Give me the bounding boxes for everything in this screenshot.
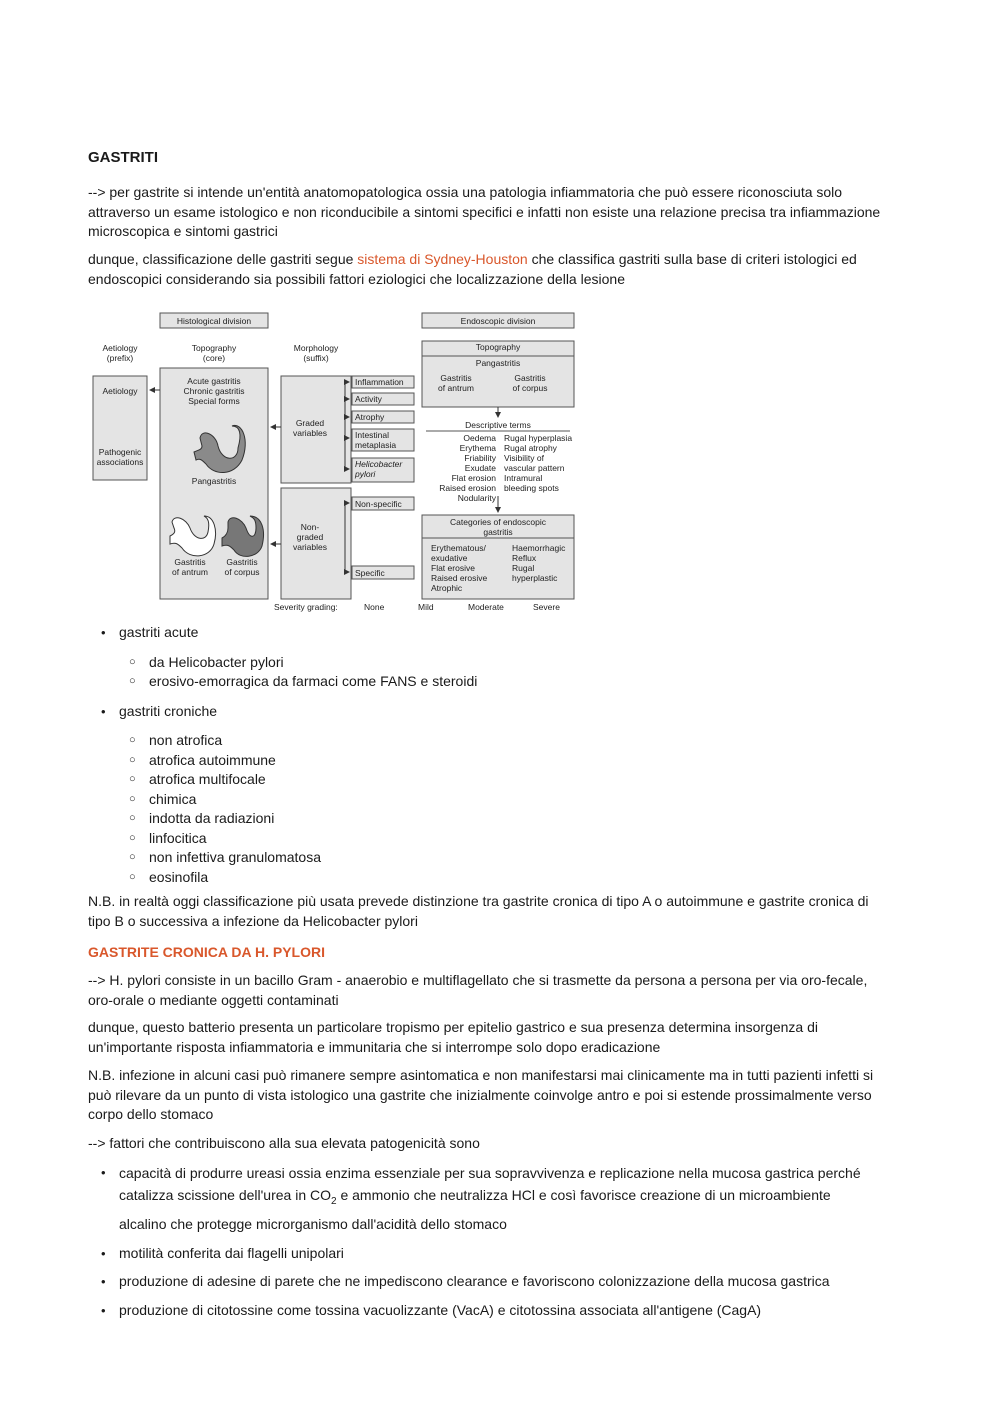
acute-sublist [88,653,878,692]
list-item [88,623,878,692]
list-item: ○ atrofica multifocale [88,770,878,790]
endo-pangastritis-label: Pangastritis [475,358,521,368]
antrum-label-1: Gastritis [174,557,206,567]
endo-antrum-2: of antrum [438,383,474,393]
list-item [88,1162,878,1235]
aetiology-prefix-2: (prefix) [106,353,134,363]
severity-none: None [364,602,385,612]
category-right-3: Rugal [512,563,535,573]
list-item: ○ atrofica autoimmune [88,751,878,771]
list-item: ○ linfocitica [88,829,878,849]
morphology-suffix-2: (suffix) [303,353,329,363]
intro-p2-text-a: dunque, classificazione delle gastriti segue [88,251,358,267]
intro-p2-text-b: che classifica gastriti sulla base di criteri istologici ed endoscopici considerando sia possibili fattori eziologici che localizzazione della lesione [88,251,857,287]
hpylori-paragraph-2: dunque, questo batterio presenta un particolare tropismo per epitelio gastrico e sua presenza determina insorgenza di un'importante risposta infiammatoria e immunitaria che si interrompe solo dopo eradicazione [88,1019,818,1055]
helicobacter-1: Helicobacter [355,459,403,469]
pangastritis-label: Pangastritis [191,476,237,486]
list-item: ○ non atrofica [88,731,878,751]
graded-item-inflammation: Inflammation [355,377,404,387]
list-item: ○ eosinofila [88,868,878,888]
endo-antrum-1: Gastritis [440,373,472,383]
categories-label-1: Categories of endoscopic [450,517,546,527]
nongraded-label-3: variables [292,542,328,552]
aetiology-prefix-1: Aetiology [102,343,138,353]
desc-right-1: Rugal hyperplasia [504,433,573,443]
severity-mild: Mild [418,602,434,612]
list-item: • produzione di citotossine come tossina vacuolizzante (VacA) e citotossina associata all'antigene (CagA) [88,1301,878,1321]
histological-division-label: Histological division [176,316,252,326]
list-item: ○ chimica [88,790,878,810]
category-left-4: Raised erosive [431,573,488,583]
nb-paragraph-1: N.B. in realtà oggi classificazione più usata prevede distinzione tra gastrite cronica di tipo A o autoimmune e gastrite cronica di tipo B o successiva a infezione da Helicobacter pylori [88,893,869,929]
list-item: ○ indotta da radiazioni [88,809,878,829]
desc-right-6: bleeding spots [504,483,559,493]
topography-core-2: (core) [202,353,226,363]
desc-right-5: Intramural [504,473,543,483]
category-left-3: Flat erosive [431,563,475,573]
graded-label-1: Graded [295,418,325,428]
section-title-hpylori: GASTRITE CRONICA DA H. PYLORI [88,944,325,960]
category-right-1: Haemorrhagic [512,543,566,553]
aetiology-label: Aetiology [102,386,138,396]
morphology-suffix-1: Morphology [293,343,339,353]
severity-moderate: Moderate [468,602,504,612]
factor-text-a: capacità di produrre ureasi ossia enzima essenziale per sua sopravvivenza e replicazione nella mucosa gastrica perché catalizza scissione dell'urea in CO [119,1165,861,1203]
core-form-2: Chronic gastritis [183,386,245,396]
corpus-label-1: Gastritis [226,557,258,567]
endo-corpus-2: of corpus [512,383,548,393]
gastritis-types-list [88,623,878,887]
endo-corpus-1: Gastritis [514,373,546,383]
hpylori-paragraph-4: --> fattori che contribuiscono alla sua elevata patogenicità sono [88,1135,480,1151]
antrum-label-2: of antrum [172,567,208,577]
list-item: ○ non infettiva granulomatosa [88,848,878,868]
desc-left-5: Flat erosion [451,473,496,483]
specific-label: Specific [355,568,385,578]
hpylori-paragraph-1: --> H. pylori consiste in un bacillo Gram - anaerobio e multiflagellato che si trasmette da persona a persona per via oro-fecale, oro-orale o mediante oggetti contaminati [88,972,868,1008]
desc-left-3: Friability [464,453,496,463]
category-left-5: Atrophic [431,583,463,593]
category-left-1: Erythematous/ [431,543,486,553]
hpylori-paragraph-3: N.B. infezione in alcuni casi può rimanere sempre asintomatica e non manifestarsi mai clinicamente ma in tutti pazienti infetti si può rilevare da un punto di vista istologico una gastrite che inizialmente coinvolge antro e poi si estende prossimalmente verso corpo dello stomaco [88,1067,874,1122]
desc-left-6: Raised erosion [439,483,496,493]
nongraded-label-1: Non- [300,522,320,532]
graded-label-2: variables [292,428,328,438]
pathogenic-2: associations [96,457,144,467]
page-title: GASTRITI [88,149,158,166]
graded-item-atrophy: Atrophy [355,412,385,422]
desc-left-1: Oedema [463,433,496,443]
desc-right-3: Visibility of [504,453,544,463]
core-form-1: Acute gastritis [187,376,241,386]
desc-left-2: Erythema [459,443,496,453]
desc-left-7: Nodularity [457,493,496,503]
pathogenic-1: Pathogenic [98,447,142,457]
category-right-4: hyperplastic [512,573,558,583]
category-right-2: Reflux [512,553,537,563]
intestinal-1: Intestinal [355,430,390,440]
categories-label-2: gastritis [483,527,513,537]
helicobacter-2: pylori [355,469,376,479]
list-item: ○ erosivo-emorragica da farmaci come FANS e steroidi [88,672,878,692]
list-item: • motilità conferita dai flagelli unipolari [88,1244,878,1264]
intro-paragraph-2 [88,250,883,289]
list-item-label: gastriti acute [119,624,199,640]
severity-severe: Severe [533,602,560,612]
list-item [88,702,878,888]
nonspecific-label: Non-specific [355,499,402,509]
factor-text-b: e ammonio che neutralizza HCl e così favorisce creazione di un microambiente alcalino che protegge microrganismo dall'acidità dello stomaco [119,1187,831,1232]
list-item-label: gastriti croniche [119,702,218,719]
desc-right-2: Rugal atrophy [504,443,557,453]
desc-right-4: vascular pattern [504,463,565,473]
endo-topography-label: Topography [475,342,521,352]
core-form-3: Special forms [188,396,240,406]
descriptive-terms-label: Descriptive terms [465,420,531,430]
corpus-label-2: of corpus [224,567,260,577]
list-item: • produzione di adesine di parete che ne impediscono clearance e favoriscono colonizzazione della mucosa gastrica [88,1272,878,1292]
endoscopic-division-label: Endoscopic division [460,316,536,326]
pathogenicity-factors-list [88,1162,878,1320]
intro-paragraph-1: --> per gastrite si intende un'entità anatomopatologica ossia una patologia infiammatoria che può essere riconosciuta solo attraverso un esame istologico e non riconducibile a sintomi specifici e infatti non esiste una relazione precisa tra infiammazione microscopica e sintomi gastrici [88,184,881,239]
category-left-2: exudative [431,553,468,563]
co2-subscript: 2 [331,1195,337,1207]
severity-grading-label: Severity grading: [274,602,338,612]
sydney-houston-link[interactable]: sistema di Sydney-Houston [357,251,528,267]
sydney-houston-figure [90,310,582,618]
nongraded-label-2: graded [296,532,324,542]
desc-left-4: Exudate [464,463,496,473]
list-item: ○ da Helicobacter pylori [88,653,878,673]
topography-core-1: Topography [191,343,237,353]
graded-item-activity: Activity [355,394,382,404]
intestinal-2: metaplasia [355,440,397,450]
chronic-sublist [88,731,878,887]
